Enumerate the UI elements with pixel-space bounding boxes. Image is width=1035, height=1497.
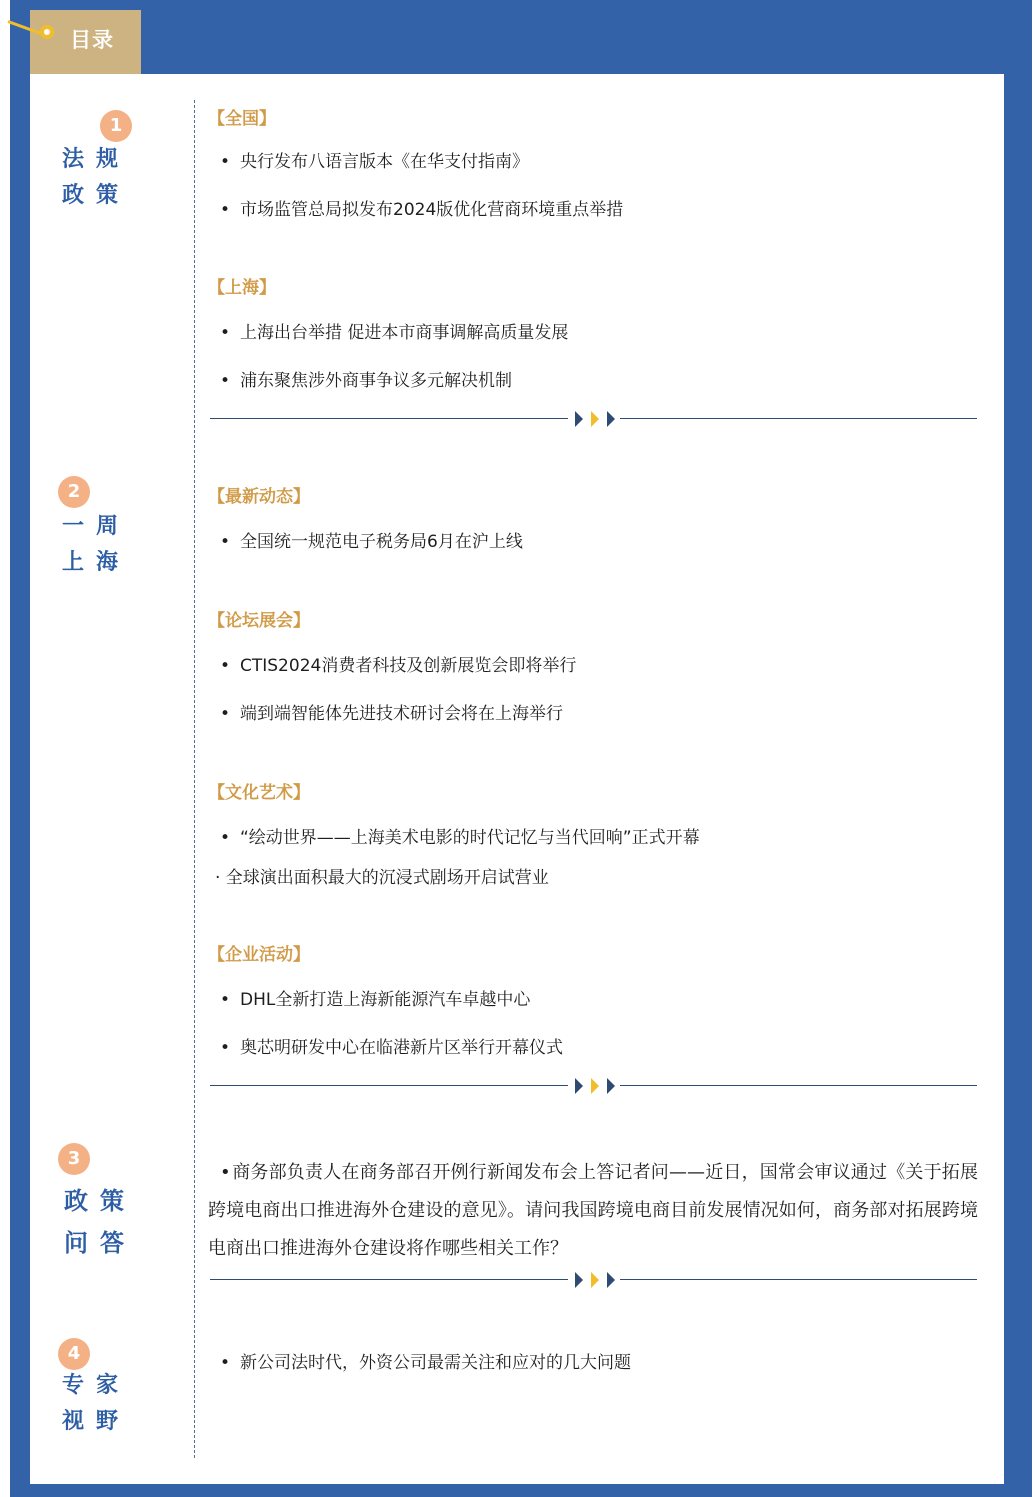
category-forum: 【论坛展会】: [208, 611, 310, 631]
category-culture: 【文化艺术】: [208, 783, 310, 803]
tab-decoration-dot-icon: [40, 25, 54, 39]
section-number-2: 2: [58, 476, 90, 508]
section-divider: [210, 1270, 977, 1290]
arrow-icon: [591, 1078, 599, 1094]
section-title-2: 一周 上海: [62, 514, 131, 575]
list-item[interactable]: • 全国统一规范电子税务局6月在沪上线: [220, 532, 523, 552]
category-national: 【全国】: [208, 109, 276, 129]
section-title-4: 专家 视野: [62, 1373, 131, 1434]
section-title-1: 法规 政策: [62, 147, 131, 208]
list-item[interactable]: • 新公司法时代，外资公司最需关注和应对的几大问题: [220, 1353, 631, 1373]
section-divider: [210, 409, 977, 429]
arrow-icon: [607, 1272, 615, 1288]
list-item[interactable]: • 市场监管总局拟发布2024版优化营商环境重点举措: [220, 200, 624, 220]
arrow-icon: [575, 1078, 583, 1094]
section-number-1: 1: [100, 110, 132, 142]
arrow-icon: [575, 1272, 583, 1288]
arrow-icon: [607, 1078, 615, 1094]
list-item[interactable]: • “绘动世界——上海美术电影的时代记忆与当代回响”正式开幕: [220, 828, 700, 848]
qa-item[interactable]: •商务部负责人在商务部召开例行新闻发布会上答记者问——近日，国常会审议通过《关于拓展跨境电商出口推进海外仓建设的意见》。请问我国跨境电商目前发展情况如何，商务部对拓展跨境电商出口推进海外仓建设将作哪些相关工作？: [208, 1162, 978, 1259]
list-item[interactable]: • CTIS2024消费者科技及创新展览会即将举行: [220, 656, 577, 676]
list-item[interactable]: • 浦东聚焦涉外商事争议多元解决机制: [220, 371, 512, 391]
list-item[interactable]: • DHL全新打造上海新能源汽车卓越中心: [220, 990, 531, 1010]
section-divider: [210, 1076, 977, 1096]
section-title-3: 政策 问答: [64, 1187, 136, 1257]
arrow-icon: [591, 411, 599, 427]
section-number-3: 3: [58, 1143, 90, 1175]
category-shanghai: 【上海】: [208, 278, 276, 298]
list-item[interactable]: • 央行发布八语言版本《在华支付指南》: [220, 152, 529, 172]
toc-title: 目录: [70, 28, 114, 52]
list-item[interactable]: • 端到端智能体先进技术研讨会将在上海举行: [220, 704, 563, 724]
arrow-icon: [575, 411, 583, 427]
dashed-separator: [194, 100, 195, 1458]
section-number-4: 4: [58, 1338, 90, 1370]
list-item[interactable]: • 上海出台举措 促进本市商事调解高质量发展: [220, 323, 569, 343]
arrow-icon: [607, 411, 615, 427]
list-item[interactable]: • 奥芯明研发中心在临港新片区举行开幕仪式: [220, 1038, 563, 1058]
list-item[interactable]: · 全球演出面积最大的沉浸式剧场开启试营业: [215, 868, 549, 888]
category-news: 【最新动态】: [208, 487, 310, 507]
category-business: 【企业活动】: [208, 945, 310, 965]
arrow-icon: [591, 1272, 599, 1288]
